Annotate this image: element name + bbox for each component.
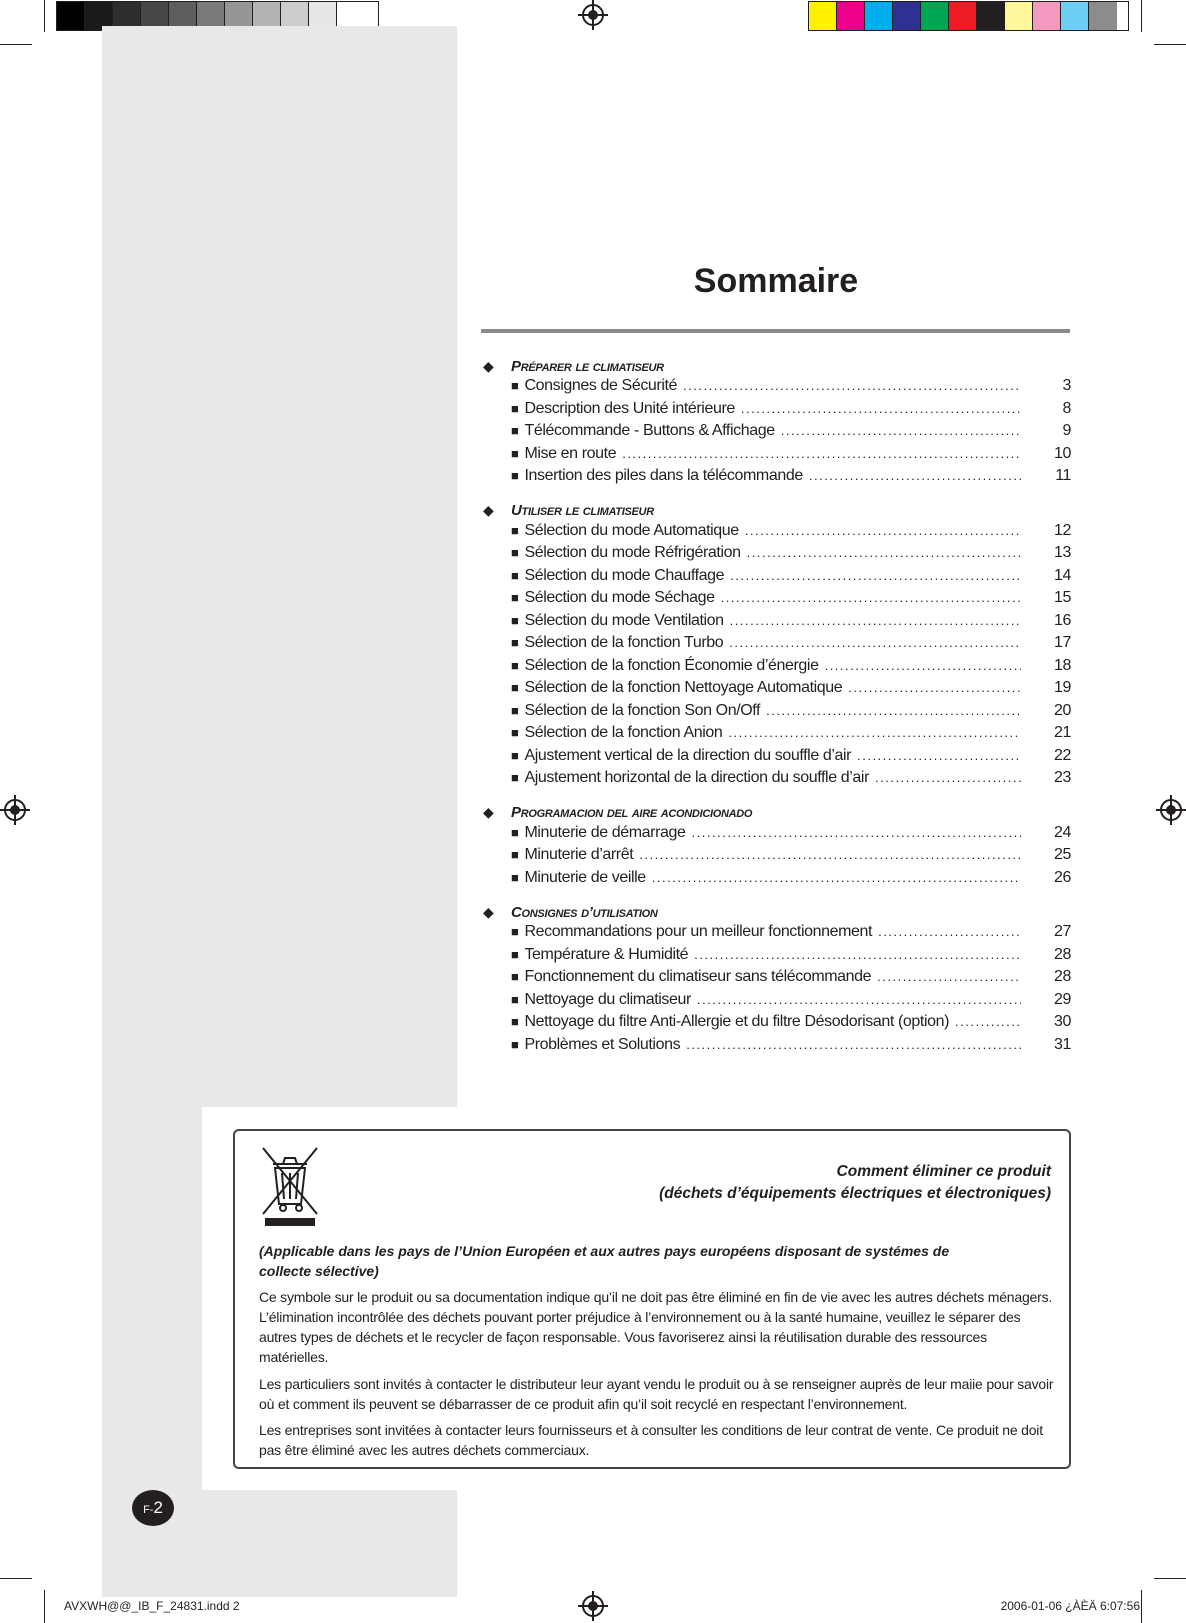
crop-mark (44, 0, 45, 32)
crop-mark (1141, 1590, 1142, 1623)
toc-page-number: 8 (1062, 399, 1071, 417)
toc-page-number: 19 (1054, 679, 1071, 696)
square-bullet-icon: ■ (511, 567, 519, 583)
dot-leader (745, 523, 1021, 538)
toc-entry[interactable] (481, 1013, 1071, 1036)
square-bullet-icon: ■ (511, 869, 519, 885)
toc-entry-label: Sélection de la fonction Nettoyage Automatique (524, 679, 843, 696)
square-bullet-icon: ■ (511, 725, 519, 740)
toc-entry-label: Télécommande - Buttons & Affichage (524, 422, 775, 439)
toc-page-number: 18 (1054, 656, 1071, 674)
square-bullet-icon: ■ (511, 969, 519, 984)
page-number: 2 (153, 1498, 163, 1517)
weee-notice (233, 1129, 1071, 1469)
toc-page-number: 23 (1054, 769, 1071, 786)
dot-leader (878, 924, 1021, 939)
toc-entry-label: Ajustement vertical de la direction du souffle d’air (524, 746, 852, 764)
weee-intro: (Applicable dans les pays de l’Union Européen et aux autres pays européens disposant de systémes de collecte sélective) (259, 1243, 950, 1279)
calibration-swatch (809, 2, 837, 30)
registration-mark-icon (4, 799, 26, 821)
square-bullet-icon: ■ (511, 847, 519, 862)
toc-entry-label: Recommandations pour un meilleur fonctionnement (524, 923, 873, 940)
crop-mark (0, 1578, 32, 1579)
page-number-badge (132, 1490, 174, 1526)
toc-page-number: 25 (1054, 846, 1071, 863)
toc-page-number: 24 (1054, 823, 1071, 841)
toc-entry-label: Sélection du mode Automatique (524, 521, 739, 539)
toc-section (481, 802, 1071, 892)
toc-entry-label: Nettoyage du filtre Anti-Allergie et du filtre Désodorisant (option) (524, 1013, 950, 1030)
square-bullet-icon: ■ (511, 522, 519, 538)
toc-page-number: 16 (1054, 611, 1071, 629)
calibration-swatch (1061, 2, 1089, 30)
crop-mark (0, 44, 32, 45)
weee-heading-line: Comment éliminer ce produit (836, 1163, 1051, 1180)
toc-entry-label: Minuterie d’arrêt (524, 846, 634, 863)
toc-entry[interactable] (481, 824, 1071, 847)
dot-leader (741, 401, 1021, 416)
toc-entry[interactable] (481, 445, 1071, 468)
square-bullet-icon: ■ (511, 770, 519, 785)
dot-leader (848, 680, 1021, 695)
dot-leader (747, 545, 1021, 560)
dot-leader (781, 423, 1021, 438)
crop-mark (44, 1590, 45, 1623)
toc-entry[interactable] (481, 846, 1071, 869)
registration-mark-icon (582, 4, 604, 26)
toc-entry-label: Sélection du mode Ventilation (524, 611, 724, 629)
square-bullet-icon: ■ (511, 468, 519, 483)
toc-entry[interactable] (481, 400, 1071, 423)
dot-leader (809, 468, 1021, 483)
toc-entry[interactable] (481, 991, 1071, 1014)
toc-page-number: 10 (1054, 444, 1071, 462)
crop-mark (1141, 0, 1142, 32)
square-bullet-icon: ■ (511, 702, 519, 718)
toc-entry[interactable] (481, 567, 1071, 590)
dot-leader (825, 658, 1021, 673)
crop-mark (1154, 44, 1186, 45)
calibration-swatch (949, 2, 977, 30)
toc-entry[interactable] (481, 544, 1071, 567)
toc-section-title: Préparer le climatiseur (511, 357, 664, 375)
diamond-bullet-icon: ◆ (483, 804, 494, 820)
crossed-out-bin-icon (261, 1144, 319, 1226)
toc-entry[interactable] (481, 679, 1071, 702)
toc-entry-label: Sélection de la fonction Économie d’énergie (524, 656, 819, 674)
toc-entry-label: Sélection de la fonction Anion (524, 724, 723, 741)
weee-paragraph: Les particuliers sont invités à contacter le distributeur leur ayant vendu le produit ou à se renseigner auprès de leur maiie pour savoir où et comment ils peuvent se débarrasser de ce produit afin qu’il soit recyclé en respectant l’environnement. (259, 1376, 1054, 1412)
square-bullet-icon: ■ (511, 423, 519, 438)
toc-entry-label: Minuterie de veille (524, 868, 646, 886)
calibration-swatch (1005, 2, 1033, 30)
toc-page-number: 13 (1054, 544, 1071, 561)
toc-page-number: 21 (1054, 724, 1071, 741)
toc-entry[interactable] (481, 589, 1071, 612)
toc-entry[interactable] (481, 1036, 1071, 1059)
toc-section-heading (481, 500, 1071, 522)
toc-section-title: Programacion del aire acondicionado (511, 804, 753, 821)
toc-page-number: 26 (1054, 868, 1071, 886)
toc-entry[interactable] (481, 422, 1071, 445)
toc-entry[interactable] (481, 467, 1071, 490)
toc-entry-label: Ajustement horizontal de la direction du souffle d’air (524, 769, 869, 786)
square-bullet-icon: ■ (511, 590, 519, 605)
toc-entry[interactable] (481, 769, 1071, 792)
square-bullet-icon: ■ (511, 946, 519, 962)
crop-mark (1154, 1578, 1186, 1579)
toc-entry[interactable] (481, 702, 1071, 725)
weee-heading (659, 1161, 1051, 1205)
toc-entry[interactable] (481, 968, 1071, 991)
dot-leader (728, 725, 1021, 740)
toc-section-title: Utiliser le climatiseur (511, 502, 654, 519)
toc-entry[interactable] (481, 634, 1071, 657)
toc-page-number: 28 (1054, 968, 1071, 985)
toc-entry-label: Nettoyage du climatiseur (524, 990, 691, 1008)
square-bullet-icon: ■ (511, 991, 519, 1007)
toc-entry-label: Description des Unité intérieure (524, 399, 735, 417)
toc-page-number: 29 (1054, 990, 1071, 1008)
calibration-swatch (977, 2, 1005, 30)
toc-entry-label: Minuterie de démarrage (524, 823, 686, 841)
square-bullet-icon: ■ (511, 824, 519, 840)
toc-entry-label: Sélection du mode Réfrigération (524, 544, 741, 561)
dot-leader (729, 635, 1021, 650)
dot-leader (955, 1014, 1021, 1029)
diamond-bullet-icon: ◆ (483, 502, 494, 518)
toc-page-number: 31 (1054, 1035, 1071, 1053)
dot-leader (694, 947, 1021, 962)
square-bullet-icon: ■ (511, 378, 519, 393)
calibration-swatch (57, 2, 85, 30)
calibration-swatch (1089, 2, 1117, 30)
dot-leader (639, 847, 1021, 862)
toc-entry[interactable] (481, 612, 1071, 635)
dot-leader (721, 590, 1021, 605)
toc-section-heading (481, 901, 1071, 923)
slug-file-name: AVXWH@@_IB_F_24831.indd 2 (64, 1599, 240, 1613)
toc-section (481, 901, 1071, 1058)
dot-leader (857, 748, 1021, 763)
toc-page-number: 11 (1055, 467, 1071, 484)
table-of-contents (481, 355, 1071, 1068)
toc-page-number: 12 (1054, 521, 1071, 539)
toc-page-number: 28 (1054, 945, 1071, 963)
toc-entry[interactable] (481, 377, 1071, 400)
dot-leader (622, 446, 1021, 461)
square-bullet-icon: ■ (511, 445, 519, 461)
title-rule (481, 329, 1070, 333)
toc-page-number: 22 (1054, 746, 1071, 764)
square-bullet-icon: ■ (511, 657, 519, 673)
square-bullet-icon: ■ (511, 400, 519, 416)
toc-section-heading (481, 802, 1071, 824)
calibration-swatch (865, 2, 893, 30)
slug-timestamp: 2006-01-06 ¿ÀÈÄ 6:07:56 (1000, 1599, 1140, 1613)
toc-page-number: 17 (1054, 634, 1071, 651)
calibration-swatch (1033, 2, 1061, 30)
dot-leader (683, 378, 1021, 393)
dot-leader (652, 870, 1021, 885)
page-number-prefix: F- (143, 1504, 154, 1516)
square-bullet-icon: ■ (511, 1036, 519, 1052)
toc-entry[interactable] (481, 869, 1071, 892)
weee-paragraph: Ce symbole sur le produit ou sa documentation indique qu’il ne doit pas être éliminé en fin de vie avec les autres déchets ménagers. L’élimination incontrôlée des déchets pouvant porter préjudice à l’environnement ou à la santé humaine, veuillez le séparer des autres types de déchets et le recycler de façon responsable. Vous favoriserez ainsi la réutilisation durable des ressources matérielles. (259, 1289, 1053, 1365)
toc-page-number: 20 (1054, 701, 1071, 719)
toc-entry-label: Température & Humidité (524, 945, 689, 963)
toc-entry-label: Fonctionnement du climatiseur sans télécommande (524, 968, 872, 985)
toc-entry-label: Mise en route (524, 444, 617, 462)
square-bullet-icon: ■ (511, 680, 519, 695)
weee-paragraph: Les entreprises sont invitées à contacter leurs fournisseurs et à consulter les conditions de leur contrat de vente. Ce produit ne doit pas être éliminé avec les autres déchets commerciaux. (259, 1422, 1043, 1458)
registration-mark-icon (1160, 799, 1182, 821)
diamond-bullet-icon: ◆ (483, 357, 494, 374)
dot-leader (697, 992, 1021, 1007)
toc-page-number: 14 (1054, 566, 1071, 584)
square-bullet-icon: ■ (511, 1014, 519, 1029)
dot-leader (686, 1037, 1021, 1052)
dot-leader (875, 770, 1021, 785)
calibration-swatch (837, 2, 865, 30)
page-title: Sommaire (693, 262, 859, 300)
dot-leader (730, 568, 1021, 583)
registration-mark-icon (582, 1595, 604, 1617)
toc-page-number: 27 (1054, 923, 1071, 940)
toc-page-number: 3 (1062, 377, 1071, 394)
toc-page-number: 9 (1062, 422, 1071, 439)
toc-section-title: Consignes d’utilisation (511, 903, 658, 921)
toc-entry-label: Sélection du mode Chauffage (524, 566, 725, 584)
weee-heading-line: (déchets d’équipements électriques et électroniques) (659, 1185, 1051, 1202)
dot-leader (877, 969, 1021, 984)
toc-section-heading (481, 355, 1071, 377)
toc-section (481, 500, 1071, 792)
square-bullet-icon: ■ (511, 545, 519, 560)
color-calibration-bar (808, 1, 1129, 31)
toc-entry-label: Problèmes et Solutions (524, 1035, 681, 1053)
toc-entry-label: Sélection du mode Séchage (524, 589, 715, 606)
square-bullet-icon: ■ (511, 612, 519, 628)
toc-page-number: 30 (1054, 1013, 1071, 1030)
toc-entry[interactable] (481, 522, 1071, 545)
toc-page-number: 15 (1054, 589, 1071, 606)
toc-entry[interactable] (481, 946, 1071, 969)
diamond-bullet-icon: ◆ (483, 903, 494, 920)
square-bullet-icon: ■ (511, 747, 519, 763)
toc-entry[interactable] (481, 747, 1071, 770)
calibration-swatch (921, 2, 949, 30)
dot-leader (766, 703, 1021, 718)
toc-entry[interactable] (481, 657, 1071, 680)
calibration-swatch (893, 2, 921, 30)
square-bullet-icon: ■ (511, 635, 519, 650)
toc-entry-label: Sélection de la fonction Turbo (524, 634, 724, 651)
dot-leader (692, 825, 1021, 840)
toc-entry-label: Sélection de la fonction Son On/Off (524, 701, 761, 719)
toc-section (481, 355, 1071, 490)
toc-entry-label: Consignes de Sécurité (524, 377, 678, 394)
toc-entry[interactable] (481, 923, 1071, 946)
square-bullet-icon: ■ (511, 924, 519, 939)
dot-leader (730, 613, 1021, 628)
toc-entry-label: Insertion des piles dans la télécommande (524, 467, 803, 484)
toc-entry[interactable] (481, 724, 1071, 747)
